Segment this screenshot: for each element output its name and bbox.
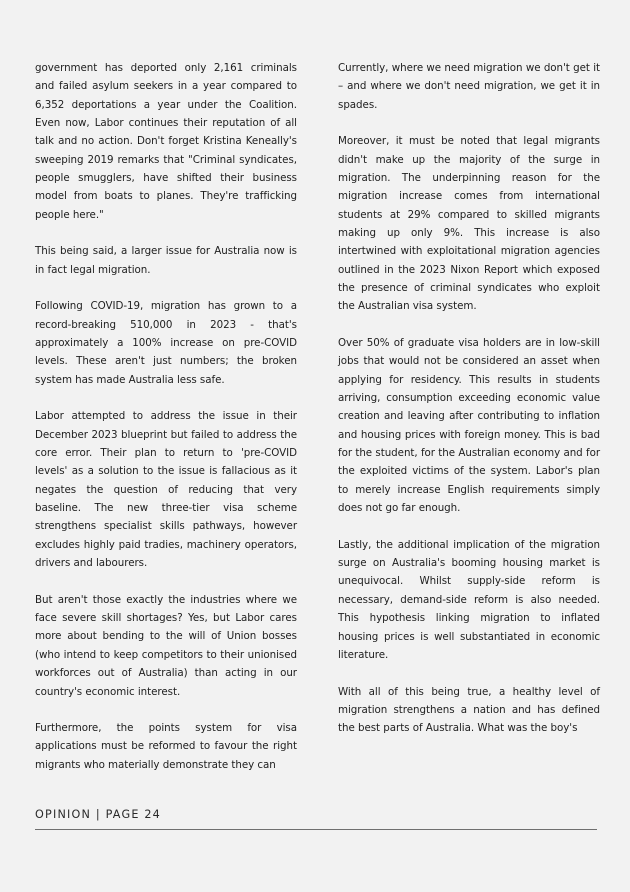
paragraph: This being said, a larger issue for Australia now is in fact legal migration. <box>35 245 297 276</box>
paragraph: Over 50% of graduate visa holders are in low-skill jobs that would not be considered an asset when applying for residency. This results in students arriving, consumption exceeding economic value creation and leaving after contributing to inflation and housing prices with foreign money. This is bad for the student, for the Australian economy and for the exploited victims of the system. Labor's plan to merely increase English requirements simply does not go far enough. <box>338 337 600 515</box>
paragraph: With all of this being true, a healthy level of migration strengthens a nation and has defined the best parts of Australia. What was the boy's <box>338 685 600 735</box>
paragraph: But aren't those exactly the industries where we face severe skill shortages? Yes, but Labor cares more about bending to the will of Union bosses (who intend to keep competitors to their unionised workforces out of Australia) than acting in our country's economic interest. <box>35 593 297 698</box>
paragraph: Labor attempted to address the issue in their December 2023 blueprint but failed to address the core error. Their plan to return to 'pre-COVID levels' as a solution to the issue is fallacious as it negates the question of reducing that very baseline. The new three-tier visa scheme strengthens specialist skills pathways, however excludes highly paid tradies, machinery operators, drivers and labourers. <box>35 410 297 570</box>
left-column <box>35 59 297 792</box>
paragraph: Following COVID-19, migration has grown to a record-breaking 510,000 in 2023 - that's approximately a 100% increase on pre-COVID levels. These aren't just numbers; the broken system has made Australia less safe. <box>35 300 297 386</box>
right-column <box>338 59 600 756</box>
paragraph: Moreover, it must be noted that legal migrants didn't make up the majority of the surge in migration. The underpinning reason for the migration increase comes from international students at 29% compared to skilled migrants making up only 9%. This increase is also intertwined with exploitational migration agencies outlined in the 2023 Nixon Report which exposed the presence of criminal syndicates who exploit the Australian visa system. <box>338 135 600 313</box>
paragraph: Lastly, the additional implication of the migration surge on Australia's booming housing market is unequivocal. Whilst supply-side reform is necessary, demand-side reform is also needed. This hypothesis linking migration to inflated housing prices is well substantiated in economic literature. <box>338 538 600 661</box>
paragraph: government has deported only 2,161 criminals and failed asylum seekers in a year compared to 6,352 deportations a year under the Coalition. Even now, Labor continues their reputation of all talk and no action. Don't forget Kristina Keneally's sweeping 2019 remarks that "Criminal syndicates, people smugglers, have shifted their business model from boats to planes. They're trafficking people here." <box>35 62 297 221</box>
paragraph: Furthermore, the points system for visa applications must be reformed to favour the right migrants who materially demonstrate they can <box>35 722 297 771</box>
paragraph: Currently, where we need migration we don't get it – and where we don't need migration, we get it in spades. <box>338 62 600 111</box>
footer-divider <box>35 829 597 830</box>
page-footer-label: OPINION | PAGE 24 <box>35 808 161 821</box>
